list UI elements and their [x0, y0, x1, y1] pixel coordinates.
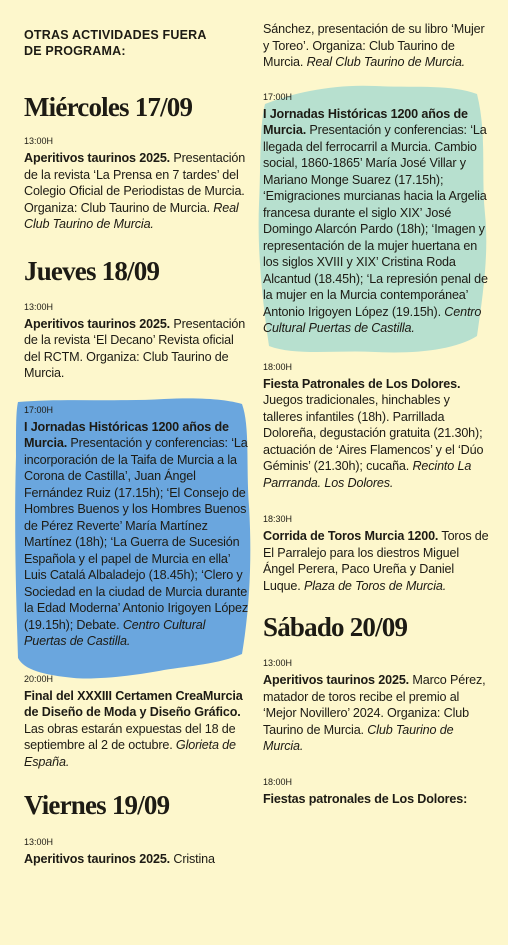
event-thu-jornadas: [24, 405, 250, 650]
event-name: Aperitivos taurinos 2025.: [24, 151, 171, 165]
event-time: 18:00H: [263, 361, 293, 372]
event-description: [24, 316, 250, 382]
event-description: [263, 21, 489, 71]
event-wed-aperitivos: [24, 136, 250, 233]
event-time: 13:00H: [24, 837, 54, 847]
event-details: Sánchez, presentación de su libro ‘Mujer y Toreo’. Organiza: Club Taurino de Murcia.: [263, 22, 485, 69]
event-time: 17:00H: [263, 91, 293, 102]
event-description: [263, 376, 489, 492]
event-description: [263, 528, 489, 594]
event-name: I Jornadas Históricas 1200 años de Murcia.: [263, 106, 468, 137]
day-heading-friday: Viernes 19/09: [24, 790, 170, 820]
event-time: 18:00H: [263, 776, 293, 787]
event-details: Marco Pérez, matador de toros recibe el premio al ‘Mejor Novillero’ 2024. Organiza: Club Taurino de Murcia.: [263, 673, 486, 737]
event-description: [263, 672, 489, 755]
event-venue: Glorieta de España.: [24, 738, 236, 769]
event-time: 13:00H: [24, 301, 54, 312]
event-name: Final del XXXIII Certamen CreaMurcia de Diseño de Moda y Diseño Gráfico.: [24, 688, 243, 719]
event-description: [24, 851, 250, 868]
event-time: 13:00H: [24, 136, 54, 146]
event-name: Corrida de Toros Murcia 1200.: [263, 529, 439, 543]
section-title-line2: DE PROGRAMA:: [24, 44, 126, 58]
section-title-line1: OTRAS ACTIVIDADES FUERA: [24, 28, 207, 42]
left-column: [24, 0, 250, 868]
event-description: [263, 791, 489, 808]
event-description: [263, 106, 489, 337]
event-details: Presentación y conferencias: ‘La llegada del ferrocarril a Murcia. Cambio social, 1860-1865’ María José Villar y Mariano Monge Suarez (17.15h); ‘Emigraciones murcianas hacia la Argelia francesa durante el siglo XIX’ José Domingo Alarcón Pardo (18h); ‘Imagen y representación de la mujer huertana en los siglos XVIII y XIX’ Cristina Roda Alcantud (18.45h); ‘La represión penal de la mujer en la Murcia contemporánea’ Antonio Irigoyen López (19.15h).: [263, 123, 488, 319]
event-thu-creamurcia: [24, 674, 250, 771]
day-heading-saturday: Sábado 20/09: [263, 612, 408, 642]
event-details: Toros de El Parralejo para los diestros Miguel Ángel Perera, Paco Ureña y Daniel Luque.: [263, 529, 489, 593]
event-name: Fiesta Patronales de Los Dolores.: [263, 376, 461, 391]
event-venue: Centro Cultural Puertas de Castilla.: [24, 617, 206, 648]
section-title: [24, 27, 250, 59]
event-venue: Real Club Taurino de Murcia.: [24, 200, 239, 231]
event-details: Las obras estarán expuestas del 18 de septiembre al 2 de octubre.: [24, 721, 236, 752]
event-details: Presentación de la revista ‘El Decano’ Revista oficial del RCTM. Organiza: Club Taurino de Murcia.: [24, 316, 246, 380]
event-time: 18:30H: [263, 514, 293, 524]
event-name: Aperitivos taurinos 2025.: [263, 673, 410, 687]
event-time: 17:00H: [24, 404, 54, 415]
event-fri-aperitivos: [24, 837, 250, 868]
right-column: [263, 0, 489, 807]
event-description: [24, 688, 250, 771]
event-details: Presentación de la revista ‘La Prensa en 7 tardes’ del Colegio Oficial de Periodistas de Murcia. Organiza: Club Taurino de Murcia.: [24, 151, 246, 215]
event-fri-aperitivos-continued: [263, 21, 489, 71]
event-name: Aperitivos taurinos 2025.: [24, 316, 171, 331]
day-heading-wednesday: Miércoles 17/09: [24, 92, 193, 122]
event-venue: Centro Cultural Puertas de Castilla.: [263, 304, 482, 335]
event-venue: Club Taurino de Murcia.: [263, 722, 454, 753]
event-description: [24, 150, 250, 233]
event-details: Juegos tradicionales, hinchables y talleres infantiles (18h). Parrillada Doloreña, degustación gratuita (21.30h); actuación de ‘Aires Flamencos’ y el ‘Dúo Géminis’ (21.30h); cucaña.: [263, 393, 484, 473]
event-venue: Recinto La Parrranda. Los Dolores.: [263, 459, 472, 490]
event-description: [24, 419, 250, 650]
event-name: I Jornadas Históricas 1200 años de Murcia.: [24, 419, 229, 450]
event-fri-jornadas: [263, 92, 489, 337]
event-details: Presentación y conferencias: ‘La incorporación de la Taifa de Murcia a la Corona de Castilla’, Juan Ángel Fernández Ruiz (17.15h); ‘El Consejo de Hombres Buenos y los Hombres Buenos de Pérez Reverte’ María Martínez Martínez (18h); ‘La Guerra de Sucesión Española y el papel de Murcia en ella’ Luis Catalá Albaladejo (18.45h); ‘Clero y Sociedad en la ciudad de Murcia durante la Edad Moderna’ Antonio Irigoyen López (19.15h); Debate.: [24, 436, 249, 632]
event-sat-fiestas-dolores: [263, 777, 489, 808]
event-name: Fiestas patronales de Los Dolores:: [263, 791, 468, 806]
event-sat-aperitivos: [263, 658, 489, 755]
event-time: 13:00H: [263, 658, 293, 668]
event-venue: Real Club Taurino de Murcia.: [306, 55, 466, 69]
event-thu-aperitivos: [24, 302, 250, 382]
event-name: Aperitivos taurinos 2025.: [24, 852, 171, 866]
event-venue: Plaza de Toros de Murcia.: [303, 578, 447, 593]
event-details: Cristina: [170, 852, 215, 866]
day-heading-thursday: Jueves 18/09: [24, 255, 160, 286]
event-fri-fiesta-dolores: [263, 362, 489, 492]
event-fri-corrida: [263, 514, 489, 594]
event-time: 20:00H: [24, 673, 54, 684]
